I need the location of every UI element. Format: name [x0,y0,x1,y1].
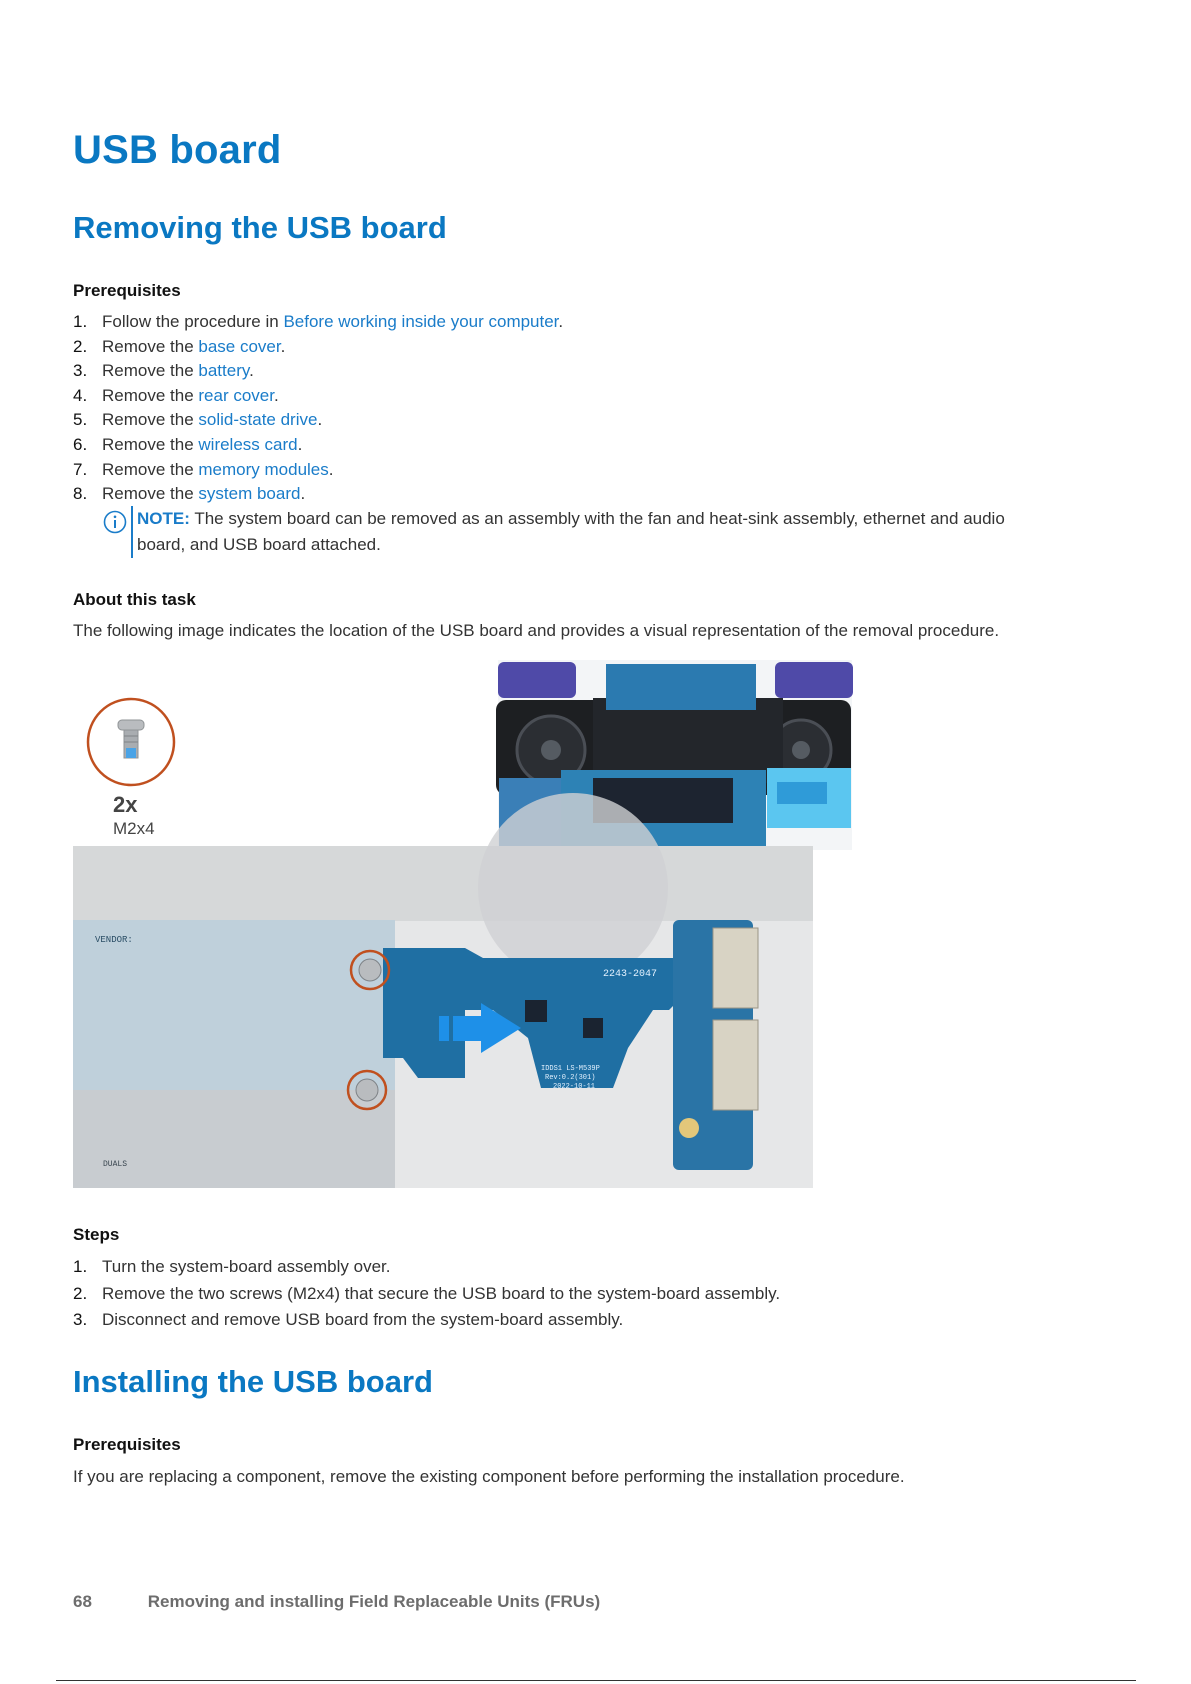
board-code: 2243-2047 [603,969,658,980]
item-text: Remove the [102,459,199,479]
step-number: 1. [73,1257,88,1276]
note-label: NOTE: [137,509,190,528]
prerequisites-list [73,310,563,507]
item-text: Remove the [102,434,199,454]
section-heading-removing: Removing the USB board [73,210,447,245]
footer-rule [56,1680,1136,1681]
item-number: 4. [73,385,88,405]
info-icon [103,510,127,534]
step-number: 3. [73,1310,88,1329]
item-number: 2. [73,336,88,356]
note-box [103,506,1083,558]
prerequisite-link[interactable]: memory modules [198,459,329,479]
steps-list [73,1254,780,1334]
screw-count: 2x [113,792,138,817]
item-text: Remove the [102,361,199,381]
item-text: Remove the [102,410,199,430]
prerequisite-link[interactable]: Before working inside your computer [283,312,559,331]
prerequisite-item [73,482,563,507]
item-punct: . [297,434,303,454]
prerequisite-link[interactable]: wireless card [198,434,298,454]
about-task-heading: About this task [73,590,196,609]
item-text: Remove the [102,484,199,504]
item-number: 3. [73,361,88,381]
section-heading-installing: Installing the USB board [73,1364,433,1399]
note-line-2: board, and USB board attached. [137,535,381,554]
item-punct: . [249,361,254,381]
prerequisite-item [73,458,563,483]
step-item [73,1254,780,1281]
board-date: 2022-10-11 [553,1083,596,1091]
item-punct: . [273,385,279,405]
step-text: Disconnect and remove USB board from the system-board assembly. [102,1310,624,1329]
item-punct: . [280,336,286,356]
item-text: Follow the procedure in [102,312,284,331]
install-prerequisites-heading: Prerequisites [73,1435,181,1454]
step-text: Turn the system-board assembly over. [102,1257,391,1276]
item-punct: . [328,459,334,479]
prerequisite-item [73,335,563,360]
step-number: 2. [73,1283,88,1303]
prerequisite-item [73,433,563,458]
ssd-label: DUALS [103,1160,128,1169]
prerequisite-link[interactable]: system board [198,484,301,504]
prerequisite-item [73,384,563,409]
install-prerequisites-text: If you are replacing a component, remove the existing component before performing the installation procedure. [73,1467,905,1486]
page-number: 68 [73,1592,92,1611]
screw-callout [88,699,174,785]
step-item [73,1307,780,1334]
item-text: Remove the [102,336,199,356]
prerequisite-item [73,408,563,433]
note-line-1: The system board can be removed as an assembly with the fan and heat-sink assembly, ethernet and audio [194,509,1005,528]
vendor-label: VENDOR: [95,935,133,945]
item-punct: . [300,484,306,504]
prerequisite-link[interactable]: battery [198,361,250,381]
board-model: IDDS1 LS-M539P [541,1065,600,1073]
item-punct: . [558,312,564,331]
prerequisite-link[interactable]: rear cover [198,385,274,405]
item-number: 6. [73,434,88,454]
note-bar [131,506,133,558]
item-punct: . [317,410,323,430]
screw-type: M2x4 [113,819,155,838]
item-number: 1. [73,312,88,331]
page-footer [73,1592,600,1612]
prerequisite-item [73,359,563,384]
about-task-text: The following image indicates the location of the USB board and provides a visual representation of the removal procedure. [73,621,1000,640]
step-item [73,1281,780,1308]
usb-board-detail [73,793,813,1188]
step-text: Remove the two screws (M2x4) that secure the USB board to the system-board assembly. [102,1283,781,1303]
page-title: USB board [73,128,282,172]
item-number: 7. [73,459,88,479]
chapter-title: Removing and installing Field Replaceable Units (FRUs) [147,1592,601,1611]
usb-board-removal-figure [73,658,867,1188]
item-text: Remove the [102,385,199,405]
prerequisite-item [73,310,563,335]
board-rev: Rev:0.2(301) [545,1074,596,1082]
item-number: 5. [73,410,88,430]
prerequisite-link[interactable]: base cover [198,336,281,356]
item-number: 8. [73,484,88,504]
note-text [137,506,1005,558]
steps-heading: Steps [73,1225,120,1244]
prerequisites-heading: Prerequisites [73,281,181,300]
prerequisite-link[interactable]: solid-state drive [198,410,318,430]
